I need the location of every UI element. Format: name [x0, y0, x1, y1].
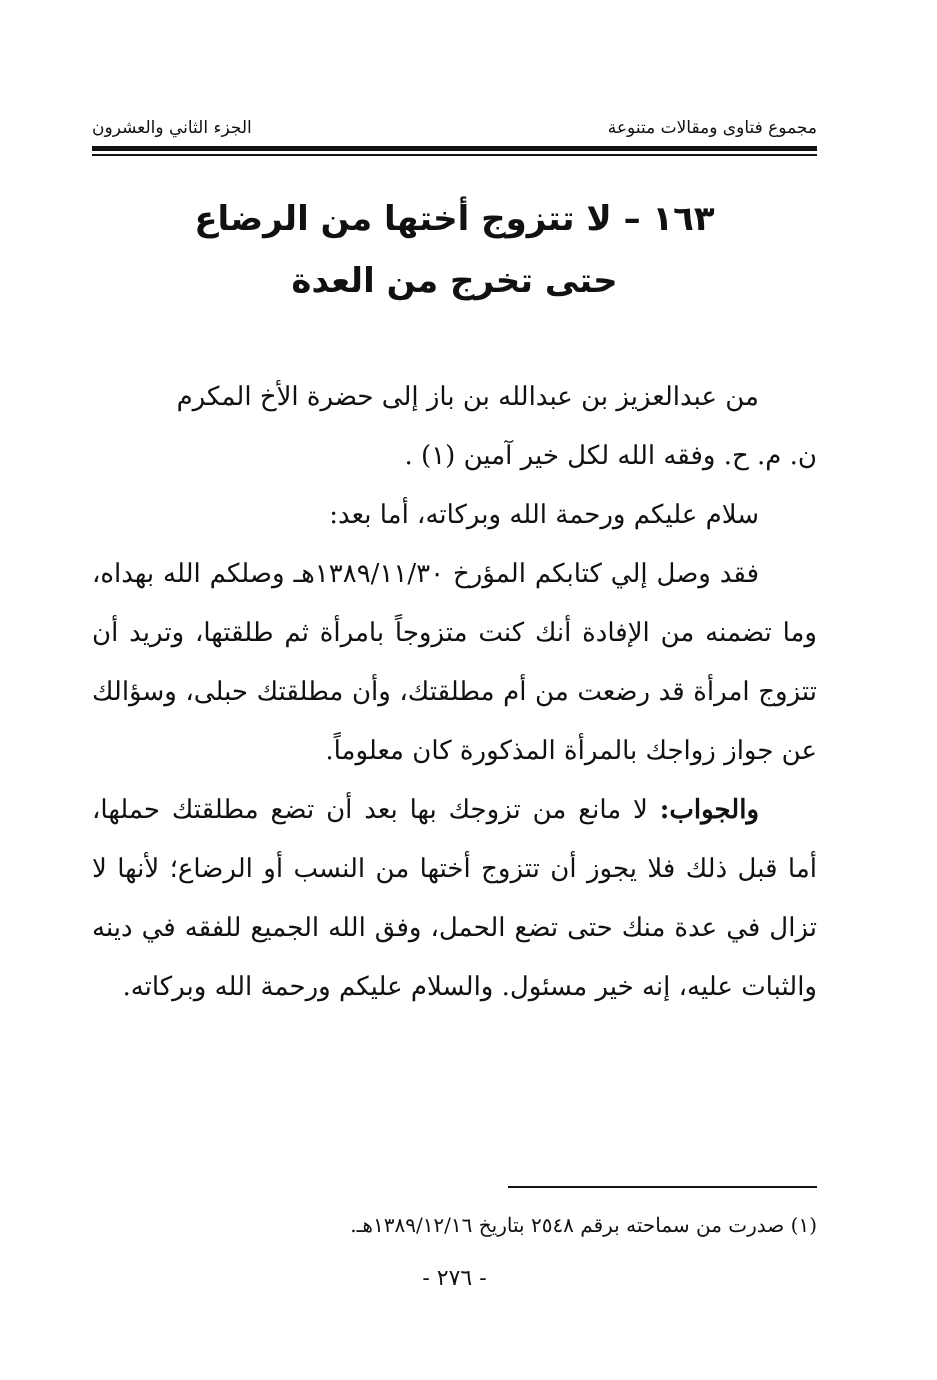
title-line-2: حتى تخرج من العدة: [291, 261, 618, 301]
fatwa-title: [92, 188, 817, 312]
header-book-title: مجموع فتاوى ومقالات متنوعة: [607, 118, 817, 138]
answer-paragraph: [92, 781, 817, 1017]
header-volume: الجزء الثاني والعشرون: [92, 118, 252, 138]
greeting: سلام عليكم ورحمة الله وبركاته، أما بعد:: [329, 500, 759, 530]
header-rule-thick: [92, 146, 817, 151]
fatwa-body: [92, 368, 817, 1017]
running-header: [92, 108, 817, 148]
header-rule-thin: [92, 154, 817, 156]
footnote: (١) صدرت من سماحته برقم ٢٥٤٨ بتاريخ ١٣٨٩/١٢/١٦هـ.: [350, 1213, 817, 1237]
page-number: - ٢٧٦ -: [422, 1266, 487, 1291]
salutation-line-1: من عبدالعزيز بن عبدالله بن باز إلى حضرة الأخ المكرم: [176, 382, 759, 412]
answer-text: لا مانع من تزوجك بها بعد أن تضع مطلقتك حملها، أما قبل ذلك فلا يجوز أن تتزوج أختها من النسب أو الرضاع؛ لأنها لا تزال في عدة منك حتى تضع الحمل، وفق الله الجميع للفقه في دينه والثبات عليه، إنه خير مسئول. والسلام عليكم ورحمة الله وبركاته.: [92, 795, 817, 1002]
salutation-line-2: ن. م. ح. وفقه الله لكل خير آمين (١) .: [404, 441, 817, 471]
title-line-1: ١٦٣ – لا تتزوج أختها من الرضاع: [194, 199, 715, 239]
question-paragraph: فقد وصل إلي كتابكم المؤرخ ١٣٨٩/١١/٣٠هـ وصلكم الله بهداه، وما تضمنه من الإفادة أنك كنت متزوجاً بامرأة ثم طلقتها، وتريد أن تتزوج امرأة قد رضعت من أم مطلقتك، وأن مطلقتك حبلى، وسؤالك عن جواز زواجك بالمرأة المذكورة كان معلوماً.: [92, 559, 817, 766]
footnote-separator: [508, 1186, 817, 1188]
answer-label: والجواب:: [659, 795, 759, 825]
